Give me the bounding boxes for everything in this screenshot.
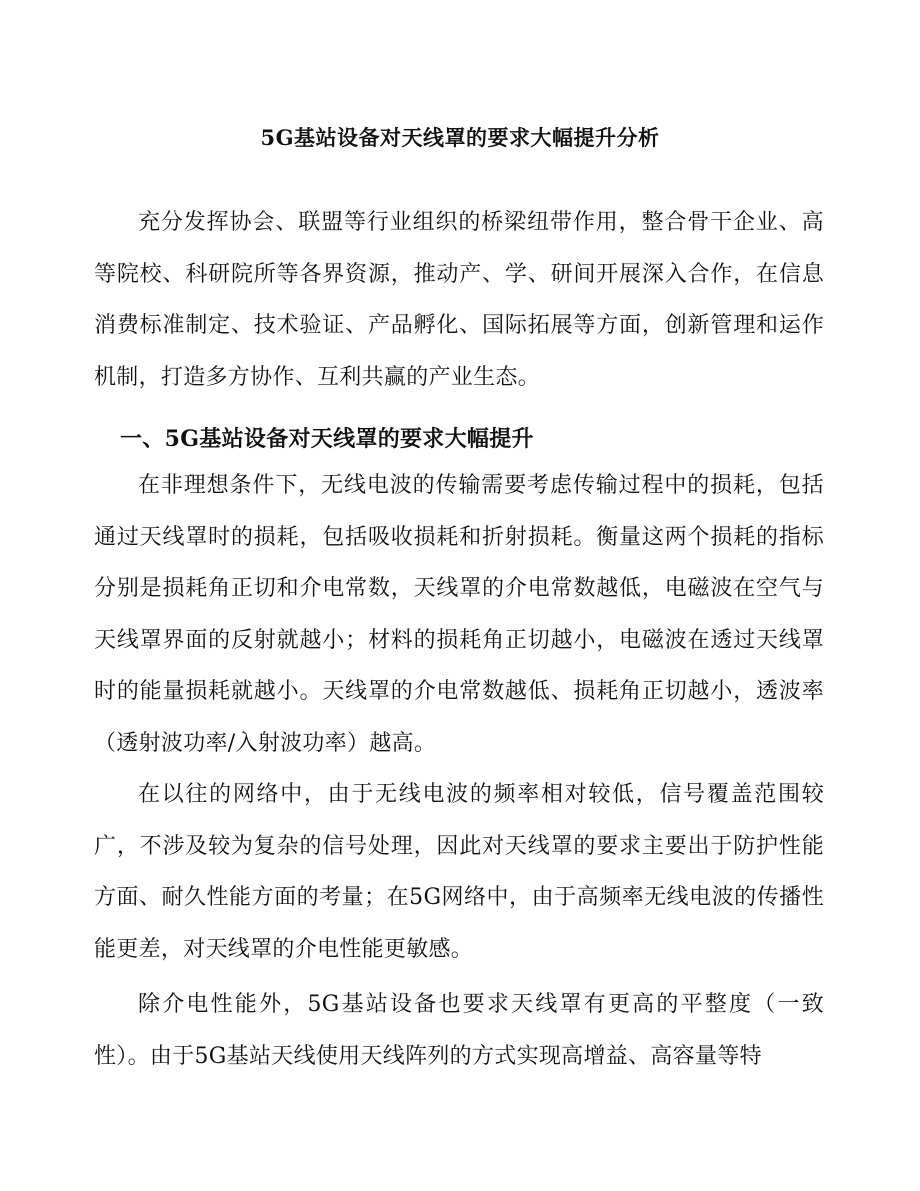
intro-paragraph: 充分发挥协会、联盟等行业组织的桥梁纽带作用，整合骨干企业、高等院校、科研院所等各界资源，推动产、学、研间开展深入合作，在信息消费标准制定、技术验证、产品孵化、国际拓展等方面，创新管理和运作机制，打造多方协作、互利共赢的产业生态。	[94, 210, 824, 390]
document-title: 5G基站设备对天线罩的要求大幅提升分析	[260, 125, 660, 150]
body-paragraph-2: 在以往的网络中，由于无线电波的频率相对较低，信号覆盖范围较广，不涉及较为复杂的信号处理，因此对天线罩的要求主要出于防护性能方面、耐久性能方面的考量；在5G网络中，由于高频率无线电波的传播性能更差，对天线罩的介电性能更敏感。	[94, 782, 824, 962]
section-heading: 一、5G基站设备对天线罩的要求大幅提升	[120, 426, 534, 452]
body-paragraph-1: 在非理想条件下，无线电波的传输需要考虑传输过程中的损耗，包括通过天线罩时的损耗，包括吸收损耗和折射损耗。衡量这两个损耗的指标分别是损耗角正切和介电常数，天线罩的介电常数越低，电磁波在空气与天线罩界面的反射就越小；材料的损耗角正切越小，电磁波在透过天线罩时的能量损耗就越小。天线罩的介电常数越低、损耗角正切越小，透波率（透射波功率/入射波功率）越高。	[94, 473, 824, 756]
body-paragraph-3: 除介电性能外，5G基站设备也要求天线罩有更高的平整度（一致性）。由于5G基站天线使用天线阵列的方式实现高增益、高容量等特	[94, 992, 824, 1069]
